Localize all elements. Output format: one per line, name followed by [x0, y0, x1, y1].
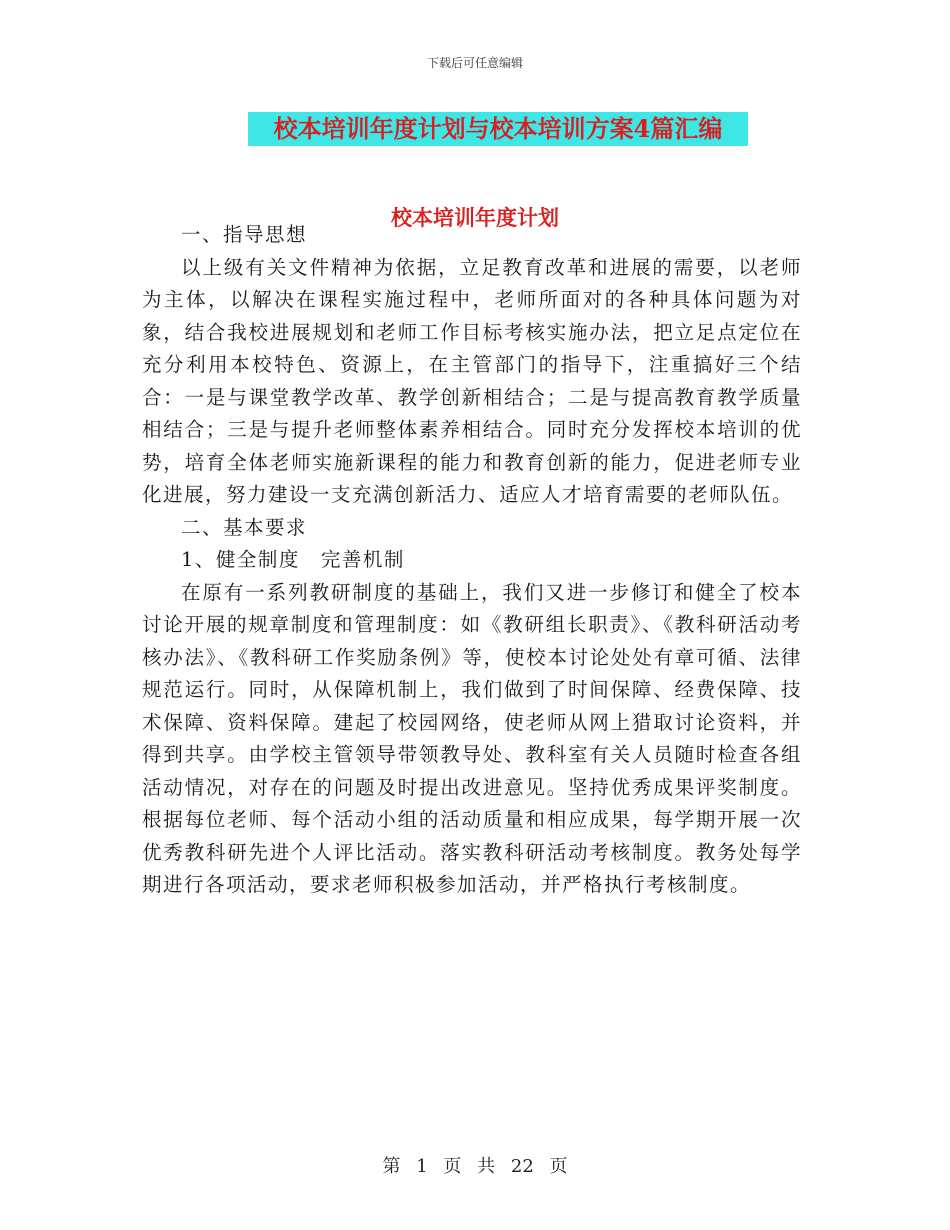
footer-page-number: 1: [416, 1156, 428, 1177]
footer-total-pages: 22: [510, 1156, 534, 1177]
subheading-system-mechanism: 1、健全制度 完善机制: [181, 548, 405, 571]
footer-page-unit: 页: [443, 1156, 462, 1177]
heading-guiding-ideology: 一、指导思想: [181, 223, 308, 246]
section-title: 校本培训年度计划: [391, 205, 559, 230]
document-title: 校本培训年度计划与校本培训方案4篇汇编: [248, 112, 748, 146]
footer-page-label: 第: [382, 1156, 401, 1177]
header-note: 下载后可任意编辑: [426, 56, 523, 70]
heading-basic-requirements: 二、基本要求: [181, 515, 308, 539]
document-body: [142, 219, 802, 902]
page-footer: [0, 1152, 950, 1178]
footer-total-label: 共: [477, 1156, 496, 1177]
footer-total-unit: 页: [549, 1156, 568, 1177]
paragraph-system-mechanism: 在原有一系列教研制度的基础上，我们又进一步修订和健全了校本讨论开展的规章制度和管理制度：如《教研组长职责》、《教科研活动考核办法》、《教科研工作奖励条例》等，使校本讨论处处有章可循、法律规范运行。同时，从保障机制上，我们做到了时间保障、经费保障、技术保障、资料保障。建起了校园网络，使老师从网上猎取讨论资料，并得到共享。由学校主管领导带领教导处、教科室有关人员随时检查各组活动情况，对存在的问题及时提出改进意见。坚持优秀成果评奖制度。根据每位老师、每个活动小组的活动质量和相应成果，每学期开展一次优秀教科研先进个人评比活动。落实教科研活动考核制度。教务处每学期进行各项活动，要求老师积极参加活动，并严格执行考核制度。: [142, 580, 802, 896]
paragraph-guiding-ideology: 以上级有关文件精神为依据，立足教育改革和进展的需要，以老师为主体，以解决在课程实施过程中，老师所面对的各种具体问题为对象，结合我校进展规划和老师工作目标考核实施办法，把立足点定位在充分利用本校特色、资源上，在主管部门的指导下，注重搞好三个结合：一是与课堂教学改革、教学创新相结合；二是与提高教育教学质量相结合；三是与提升老师整体素养相结合。同时充分发挥校本培训的优势，培育全体老师实施新课程的能力和教育创新的能力，促进老师专业化进展，努力建设一支充满创新活力、适应人才培育需要的老师队伍。: [142, 255, 802, 506]
